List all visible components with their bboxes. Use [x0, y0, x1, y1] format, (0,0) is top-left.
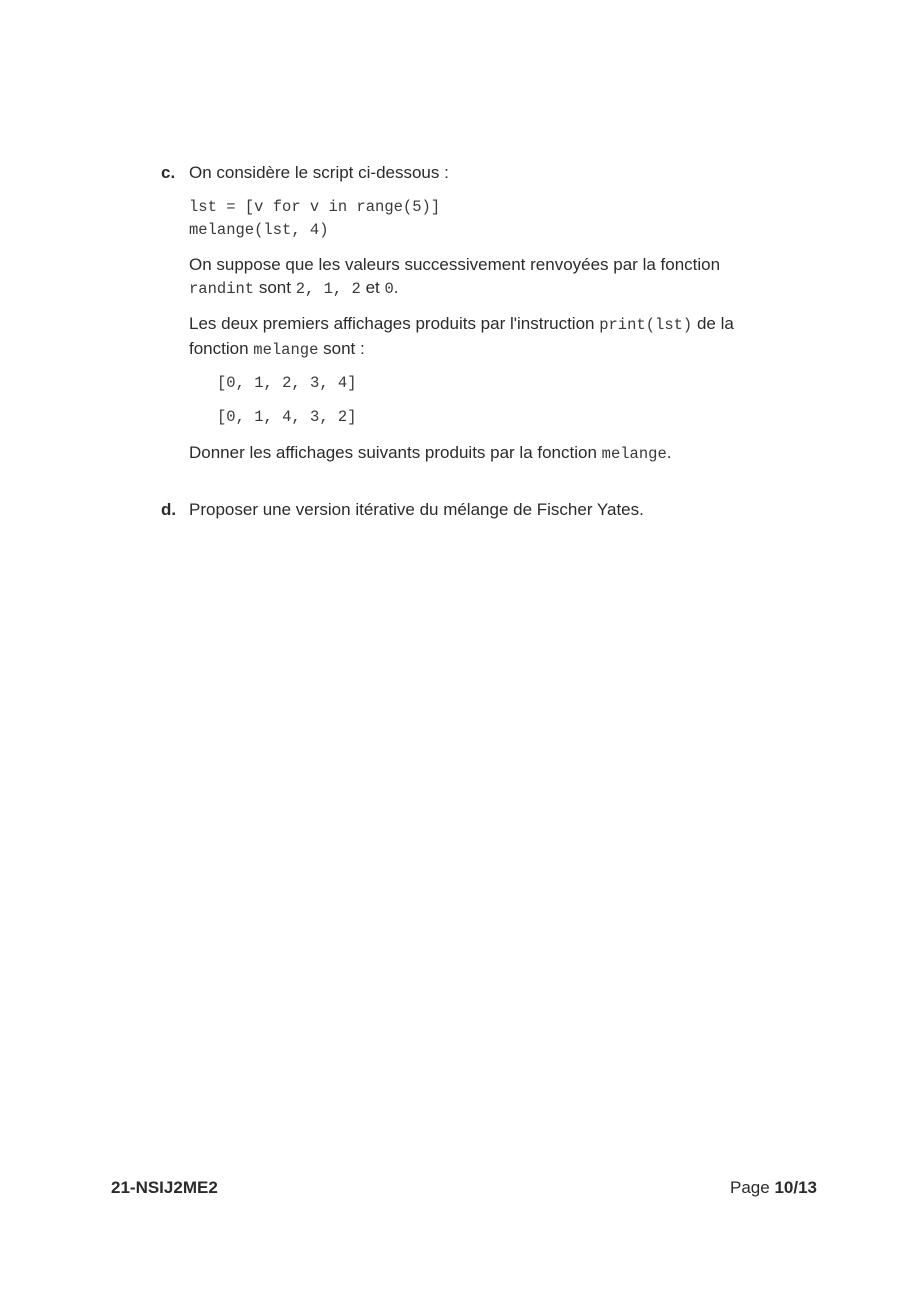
text: Les deux premiers affichages produits par l'instruction	[189, 314, 600, 333]
paragraph-line	[189, 339, 365, 359]
page-count: 10/13	[774, 1178, 817, 1197]
inline-code: melange	[253, 341, 319, 359]
output-line: [0, 1, 4, 3, 2]	[217, 408, 357, 426]
text: et	[360, 278, 385, 297]
question-c-intro: On considère le script ci-dessous :	[189, 163, 449, 182]
text: sont	[254, 278, 296, 297]
output-line: [0, 1, 2, 3, 4]	[217, 374, 357, 392]
text: sont :	[318, 339, 365, 358]
text: fonction	[189, 339, 254, 358]
paragraph-line	[189, 314, 734, 334]
inline-code: 0	[384, 280, 394, 298]
question-d-label: d.	[161, 500, 177, 519]
code-line: lst = [v for v in range(5)]	[189, 198, 441, 216]
inline-code: 2, 1, 2	[295, 280, 361, 298]
exam-code: 21-NSIJ2ME2	[111, 1178, 218, 1197]
paragraph-line	[189, 443, 672, 463]
inline-code: melange	[601, 445, 667, 463]
inline-code: randint	[189, 280, 255, 298]
text: .	[666, 443, 672, 462]
paragraph-line	[189, 278, 399, 298]
page-prefix: Page	[730, 1178, 775, 1197]
question-d-text: Proposer une version itérative du mélange de Fischer Yates.	[189, 500, 644, 519]
question-c-label: c.	[161, 163, 176, 182]
inline-code: print(lst)	[599, 316, 693, 334]
text: de la	[692, 314, 734, 333]
text: .	[393, 278, 399, 297]
page-number	[730, 1178, 817, 1198]
text: Donner les affichages suivants produits par la fonction	[189, 443, 602, 462]
code-line: melange(lst, 4)	[189, 221, 329, 239]
paragraph-line: On suppose que les valeurs successivement renvoyées par la fonction	[189, 255, 721, 274]
